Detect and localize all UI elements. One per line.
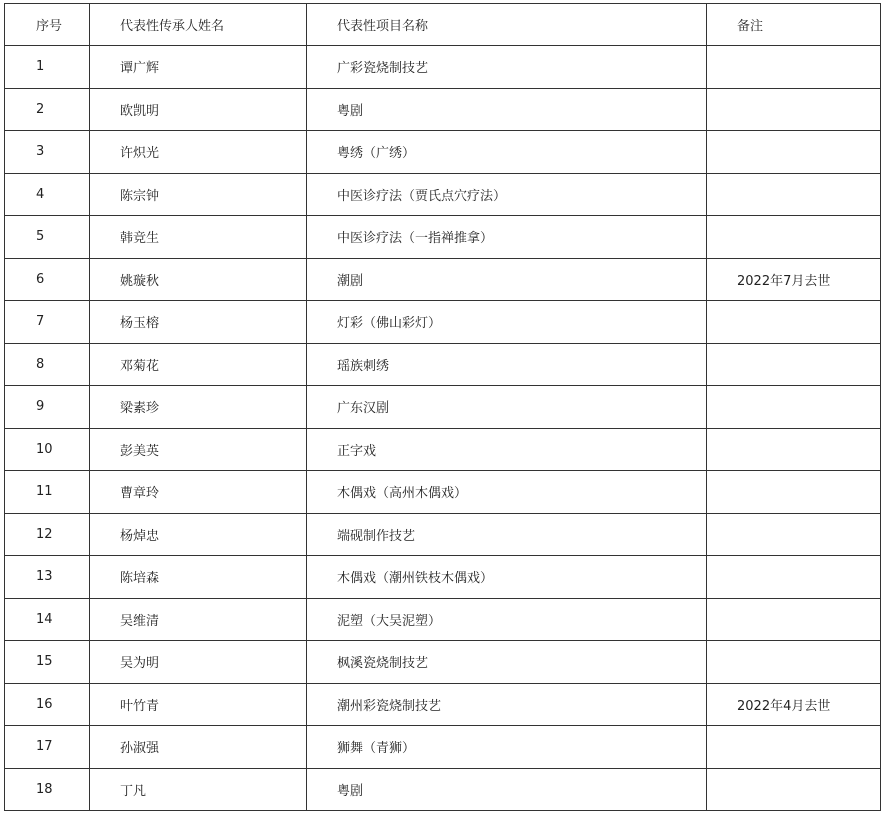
cell-remarks: [707, 641, 881, 684]
cell-serial-number: 9: [5, 386, 90, 429]
cell-project-name: 广彩瓷烧制技艺: [307, 46, 707, 89]
cell-project-name: 中医诊疗法（一指禅推拿）: [307, 216, 707, 259]
header-project-name: 代表性项目名称: [307, 4, 707, 46]
cell-remarks: [707, 556, 881, 599]
header-inheritor-name: 代表性传承人姓名: [90, 4, 307, 46]
table-row: [5, 598, 881, 641]
cell-remarks: [707, 216, 881, 259]
cell-remarks: [707, 471, 881, 514]
cell-inheritor-name: 叶竹青: [90, 683, 307, 726]
cell-project-name: 潮剧: [307, 258, 707, 301]
inheritors-table: [4, 3, 881, 811]
cell-remarks: [707, 301, 881, 344]
cell-inheritor-name: 吴维清: [90, 598, 307, 641]
cell-remarks: [707, 88, 881, 131]
cell-inheritor-name: 彭美英: [90, 428, 307, 471]
cell-project-name: 粤剧: [307, 768, 707, 811]
cell-project-name: 中医诊疗法（贾氏点穴疗法）: [307, 173, 707, 216]
cell-serial-number: 1: [5, 46, 90, 89]
cell-project-name: 广东汉剧: [307, 386, 707, 429]
table-row: [5, 428, 881, 471]
cell-remarks: [707, 513, 881, 556]
cell-remarks: 2022年4月去世: [707, 683, 881, 726]
cell-remarks: [707, 343, 881, 386]
cell-inheritor-name: 孙淑强: [90, 726, 307, 769]
cell-remarks: [707, 131, 881, 174]
table-row: [5, 301, 881, 344]
cell-inheritor-name: 韩竞生: [90, 216, 307, 259]
table-row: [5, 683, 881, 726]
cell-serial-number: 12: [5, 513, 90, 556]
cell-inheritor-name: 梁素珍: [90, 386, 307, 429]
cell-serial-number: 10: [5, 428, 90, 471]
cell-serial-number: 8: [5, 343, 90, 386]
cell-serial-number: 14: [5, 598, 90, 641]
cell-project-name: 粤绣（广绣）: [307, 131, 707, 174]
cell-project-name: 枫溪瓷烧制技艺: [307, 641, 707, 684]
cell-project-name: 木偶戏（高州木偶戏）: [307, 471, 707, 514]
cell-project-name: 狮舞（青狮）: [307, 726, 707, 769]
cell-serial-number: 13: [5, 556, 90, 599]
cell-project-name: 潮州彩瓷烧制技艺: [307, 683, 707, 726]
inheritors-table-container: [4, 3, 881, 811]
cell-serial-number: 6: [5, 258, 90, 301]
cell-inheritor-name: 欧凯明: [90, 88, 307, 131]
cell-project-name: 正字戏: [307, 428, 707, 471]
cell-project-name: 端砚制作技艺: [307, 513, 707, 556]
cell-project-name: 木偶戏（潮州铁枝木偶戏）: [307, 556, 707, 599]
table-row: [5, 513, 881, 556]
cell-inheritor-name: 杨玉榕: [90, 301, 307, 344]
table-row: [5, 173, 881, 216]
cell-project-name: 瑶族刺绣: [307, 343, 707, 386]
cell-serial-number: 2: [5, 88, 90, 131]
table-row: [5, 641, 881, 684]
cell-project-name: 粤剧: [307, 88, 707, 131]
cell-remarks: [707, 173, 881, 216]
table-row: [5, 46, 881, 89]
cell-remarks: [707, 768, 881, 811]
cell-project-name: 泥塑（大吴泥塑）: [307, 598, 707, 641]
table-row: [5, 258, 881, 301]
table-row: [5, 216, 881, 259]
table-row: [5, 343, 881, 386]
header-serial-number: 序号: [5, 4, 90, 46]
cell-inheritor-name: 许炽光: [90, 131, 307, 174]
table-row: [5, 386, 881, 429]
cell-inheritor-name: 谭广辉: [90, 46, 307, 89]
cell-inheritor-name: 丁凡: [90, 768, 307, 811]
cell-serial-number: 16: [5, 683, 90, 726]
cell-inheritor-name: 曹章玲: [90, 471, 307, 514]
cell-serial-number: 18: [5, 768, 90, 811]
cell-remarks: [707, 386, 881, 429]
table-body: [5, 46, 881, 811]
cell-serial-number: 7: [5, 301, 90, 344]
cell-remarks: [707, 598, 881, 641]
table-row: [5, 88, 881, 131]
cell-serial-number: 3: [5, 131, 90, 174]
table-row: [5, 131, 881, 174]
cell-serial-number: 11: [5, 471, 90, 514]
cell-inheritor-name: 杨焯忠: [90, 513, 307, 556]
header-remarks: 备注: [707, 4, 881, 46]
table-row: [5, 726, 881, 769]
cell-project-name: 灯彩（佛山彩灯）: [307, 301, 707, 344]
cell-inheritor-name: 姚璇秋: [90, 258, 307, 301]
cell-serial-number: 17: [5, 726, 90, 769]
cell-inheritor-name: 陈宗钟: [90, 173, 307, 216]
cell-serial-number: 5: [5, 216, 90, 259]
cell-remarks: [707, 46, 881, 89]
cell-inheritor-name: 吴为明: [90, 641, 307, 684]
cell-serial-number: 4: [5, 173, 90, 216]
cell-remarks: [707, 428, 881, 471]
table-header-row: [5, 4, 881, 46]
cell-remarks: 2022年7月去世: [707, 258, 881, 301]
table-row: [5, 556, 881, 599]
table-row: [5, 471, 881, 514]
cell-remarks: [707, 726, 881, 769]
cell-serial-number: 15: [5, 641, 90, 684]
table-row: [5, 768, 881, 811]
cell-inheritor-name: 邓菊花: [90, 343, 307, 386]
cell-inheritor-name: 陈培森: [90, 556, 307, 599]
